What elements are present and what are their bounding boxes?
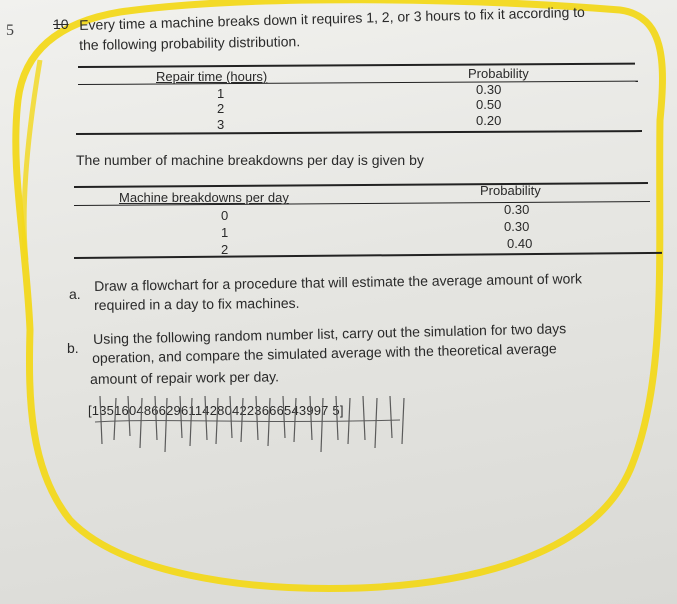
part-b-text-line1: Using the following random number list, carry out the simulation for two days — [93, 320, 567, 347]
breakdown-intro: The number of machine breakdowns per day is given by — [76, 152, 424, 168]
part-a-text-line2: required in a day to fix machines. — [94, 294, 300, 313]
repair-row-3-time: 3 — [217, 117, 225, 132]
repair-table-header-time: Repair time (hours) — [156, 69, 268, 84]
breakdown-table-header-count: Machine breakdowns per day — [119, 190, 289, 205]
page-number: 5 — [6, 22, 14, 39]
part-a-text-line1: Draw a flowchart for a procedure that will estimate the average amount of work — [94, 270, 583, 294]
part-b-label: b. — [67, 340, 79, 356]
repair-row-1-time: 1 — [217, 86, 225, 101]
question-text-line1: Every time a machine breaks down it requires 1, 2, or 3 hours to fix it according to — [79, 3, 586, 33]
question-text-line2: the following probability distribution. — [79, 33, 301, 53]
breakdown-row-3-count: 2 — [221, 242, 229, 257]
part-a-label: a. — [69, 286, 81, 302]
part-b-text-line3: amount of repair work per day. — [90, 368, 280, 387]
breakdown-table-header-probability: Probability — [480, 183, 541, 198]
part-b-text-line2: operation, and compare the simulated average with the theoretical average — [92, 340, 557, 366]
breakdown-row-2-probability: 0.30 — [504, 219, 530, 234]
repair-row-2-probability: 0.50 — [476, 97, 502, 112]
repair-row-1-probability: 0.30 — [476, 82, 502, 97]
breakdown-row-3-probability: 0.40 — [507, 236, 533, 251]
repair-row-3-probability: 0.20 — [476, 113, 502, 128]
repair-table-header-probability: Probability — [468, 66, 529, 81]
random-number-list: [13516048662961142804223666543997 5] — [88, 403, 344, 418]
breakdown-row-2-count: 1 — [221, 225, 229, 240]
question-number: 10 — [53, 16, 69, 32]
breakdown-row-1-probability: 0.30 — [504, 202, 530, 217]
repair-row-2-time: 2 — [217, 101, 225, 116]
breakdown-row-1-count: 0 — [221, 208, 229, 223]
